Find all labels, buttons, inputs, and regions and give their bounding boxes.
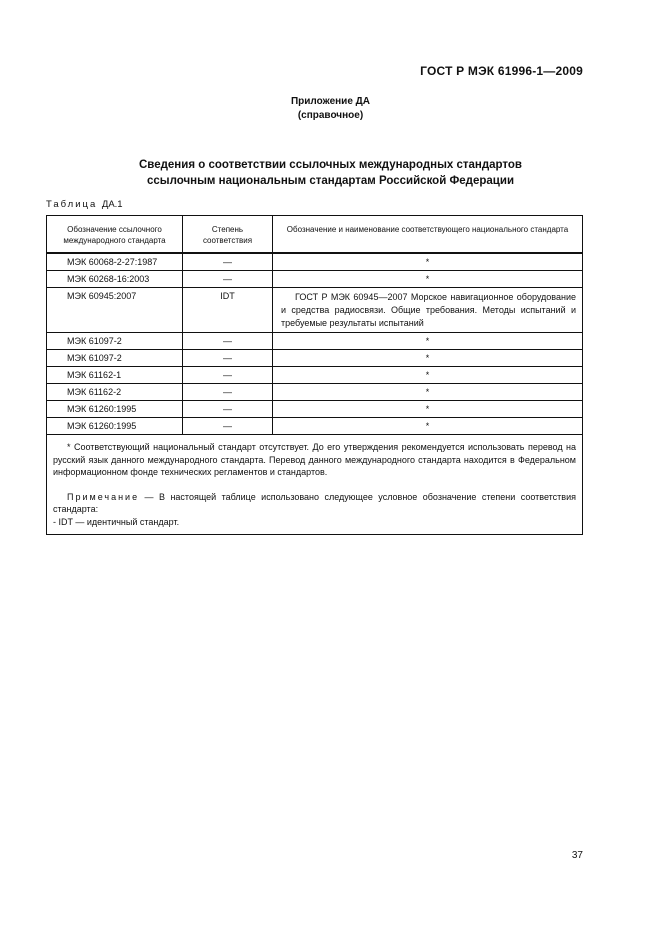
table-notes-row xyxy=(47,435,583,535)
cell-degree: IDT xyxy=(183,288,273,333)
header-international-standard: Обозначение ссылочного международного стандарта xyxy=(47,216,183,254)
cell-degree: — xyxy=(183,271,273,288)
table-row xyxy=(47,350,583,367)
cell-correspondence: * xyxy=(273,418,583,435)
table-caption-word: Таблица xyxy=(46,199,98,210)
section-title-line-2: ссылочным национальным стандартам Российской Федерации xyxy=(146,175,515,187)
note-text: — В настоящей таблице использовано следующее условное обозначение степени соответствия стандарта: xyxy=(53,491,576,514)
document-code: ГОСТ Р МЭК 61996-1—2009 xyxy=(420,64,583,78)
note-label: Примечание xyxy=(67,491,140,502)
table-row xyxy=(47,333,583,350)
table-caption-number: ДА.1 xyxy=(101,199,123,210)
cell-degree: — xyxy=(183,333,273,350)
appendix-subtitle: (справочное) xyxy=(297,110,364,121)
table-notes xyxy=(47,435,583,535)
cell-correspondence: * xyxy=(273,271,583,288)
cell-degree: — xyxy=(183,367,273,384)
page-number: 37 xyxy=(571,850,583,861)
cell-standard: МЭК 61097-2 xyxy=(47,350,183,367)
section-title-line-1: Сведения о соответствии ссылочных международных стандартов xyxy=(138,159,522,171)
cell-standard: МЭК 60945:2007 xyxy=(47,288,183,333)
header-degree: Степень соответствия xyxy=(183,216,273,254)
table-header-row xyxy=(47,216,583,254)
cell-correspondence: * xyxy=(273,350,583,367)
cell-correspondence: * xyxy=(273,401,583,418)
appendix-heading xyxy=(0,95,661,123)
table-row xyxy=(47,367,583,384)
cell-standard: МЭК 61097-2 xyxy=(47,333,183,350)
cell-correspondence: ГОСТ Р МЭК 60945—2007 Морское навигационное оборудование и средства радиосвязи. Общие требования. Методы испытаний и требуемые результаты испытаний xyxy=(273,288,583,333)
table-caption xyxy=(46,199,123,210)
correspondence-table xyxy=(46,215,583,535)
cell-degree: — xyxy=(183,253,273,271)
header-national-standard: Обозначение и наименование соответствующего национального стандарта xyxy=(273,216,583,254)
note-item: - IDT — идентичный стандарт. xyxy=(53,516,180,527)
table-row xyxy=(47,271,583,288)
cell-degree: — xyxy=(183,350,273,367)
cell-standard: МЭК 61260:1995 xyxy=(47,401,183,418)
cell-degree: — xyxy=(183,384,273,401)
cell-standard: МЭК 60268-16:2003 xyxy=(47,271,183,288)
cell-correspondence: * xyxy=(273,253,583,271)
cell-degree: — xyxy=(183,401,273,418)
appendix-title: Приложение ДА xyxy=(290,96,371,107)
table-row xyxy=(47,384,583,401)
cell-standard: МЭК 60068-2-27:1987 xyxy=(47,253,183,271)
cell-correspondence: * xyxy=(273,384,583,401)
cell-standard: МЭК 61162-1 xyxy=(47,367,183,384)
table-row xyxy=(47,401,583,418)
cell-standard: МЭК 61162-2 xyxy=(47,384,183,401)
cell-degree: — xyxy=(183,418,273,435)
cell-standard: МЭК 61260:1995 xyxy=(47,418,183,435)
section-title xyxy=(0,157,661,189)
table-row xyxy=(47,253,583,271)
table-row xyxy=(47,288,583,333)
note-paragraph xyxy=(53,491,576,516)
footnote-text: * Соответствующий национальный стандарт отсутствует. До его утверждения рекомендуется использовать перевод на русский язык данного международного стандарта. Перевод данного международного стандарта находится в Федеральном информационном фонде технических регламентов и стандартов. xyxy=(53,442,576,477)
table-row xyxy=(47,418,583,435)
cell-correspondence: * xyxy=(273,333,583,350)
cell-correspondence: * xyxy=(273,367,583,384)
